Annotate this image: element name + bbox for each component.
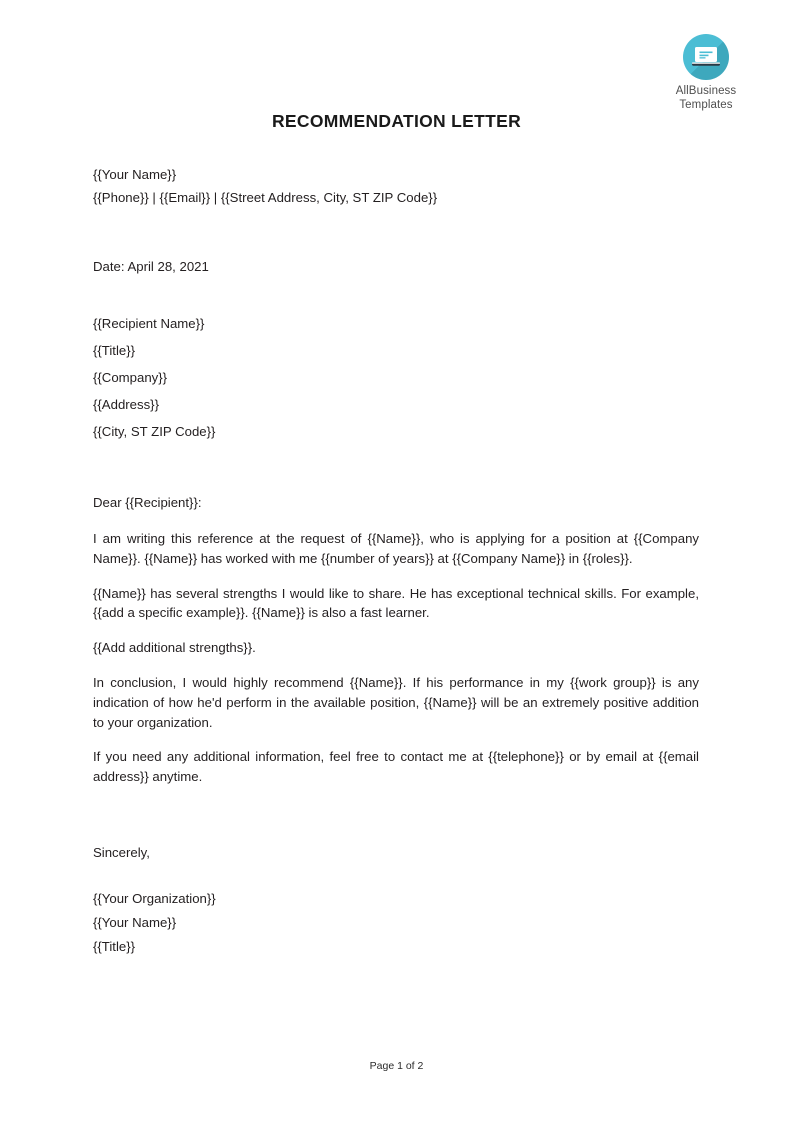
body-paragraph: {{Name}} has several strengths I would like to share. He has exceptional technical skills. For example, {{add a specific example}}. {{Name}} is also a fast learner.	[93, 585, 699, 621]
body-paragraph: If you need any additional information, feel free to contact me at {{telephone}} or by email at {{email address}} anytime.	[93, 749, 699, 785]
logo-circle	[683, 34, 729, 80]
signature-line: {{Title}}	[93, 938, 136, 954]
signature-line: {{Your Name}}	[93, 914, 177, 930]
salutation: Dear {{Recipient}}:	[93, 495, 202, 510]
recipient-line: {{Address}}	[93, 397, 159, 412]
recipient-block	[93, 278, 699, 445]
brand-logo	[657, 34, 755, 112]
brand-name	[657, 85, 755, 112]
signature-line: {{Your Organization}}	[93, 890, 216, 906]
sender-contact: {{Phone}} | {{Email}} | {{Street Address, City, ST ZIP Code}}	[93, 190, 438, 205]
body-paragraph: In conclusion, I would highly recommend {{Name}}. If his performance in my {{work group}} is any indication of how he'd perform in the available position, {{Name}} will be an extremely positive addition to your organization.	[93, 674, 699, 730]
page-title: RECOMMENDATION LETTER	[271, 111, 522, 131]
recipient-line: {{Company}}	[93, 370, 168, 385]
recipient-line: {{Recipient Name}}	[93, 316, 205, 331]
letter-body	[93, 163, 699, 959]
closing-line: Sincerely,	[93, 844, 150, 860]
body-paragraph: {{Add additional strengths}}.	[93, 640, 256, 656]
recipient-line: {{Title}}	[93, 343, 136, 358]
page-footer: Page 1 of 2	[369, 1060, 424, 1072]
brand-line-1: AllBusiness	[675, 85, 737, 97]
sender-name: {{Your Name}}	[93, 167, 177, 182]
laptop-icon	[691, 45, 721, 69]
brand-line-2: Templates	[679, 98, 733, 111]
signature-block	[93, 864, 699, 959]
date-line: Date: April 28, 2021	[93, 259, 209, 274]
recipient-line: {{City, ST ZIP Code}}	[93, 424, 216, 439]
body-paragraph: I am writing this reference at the request of {{Name}}, who is applying for a position at {{Company Name}}. {{Name}} has worked with me {{number of years}} at {{Company Name}} in {{roles}}.	[93, 531, 699, 566]
